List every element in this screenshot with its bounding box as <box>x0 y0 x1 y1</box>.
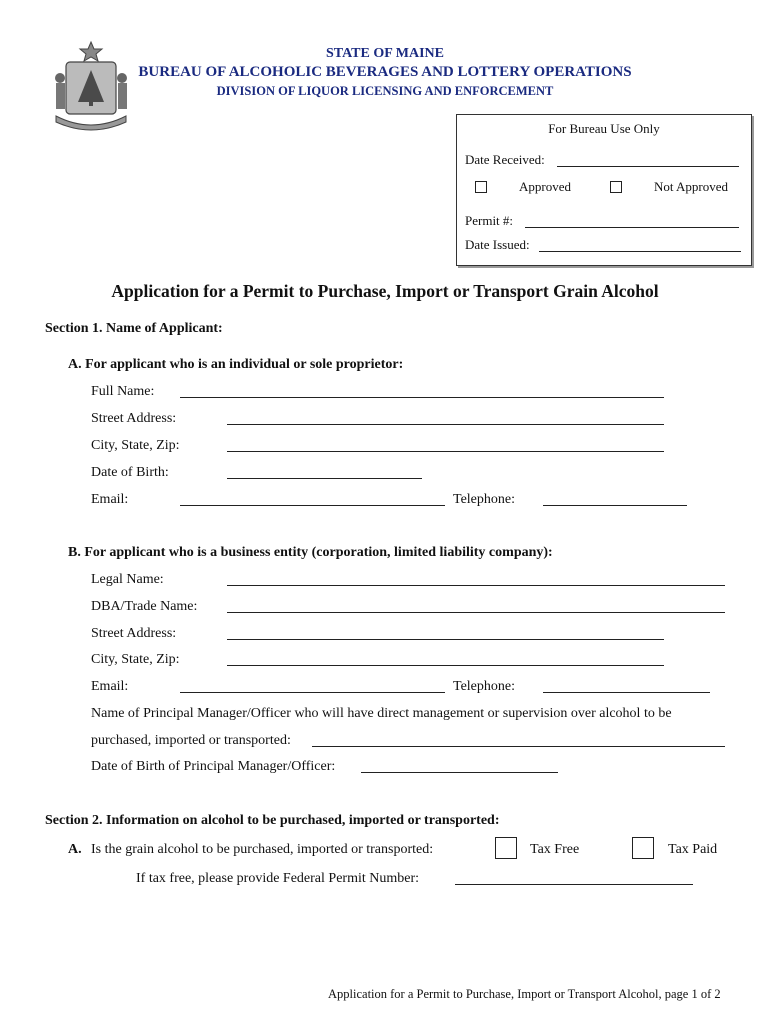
header-state: STATE OF MAINE <box>326 46 444 61</box>
legal-name-field[interactable] <box>227 585 725 586</box>
manager-dob-field[interactable] <box>361 772 558 773</box>
approved-label: Approved <box>519 179 571 194</box>
not-approved-label: Not Approved <box>654 179 729 194</box>
section1-heading: Section 1. Name of Applicant: <box>45 321 223 336</box>
date-of-birth-label: Date of Birth: <box>91 465 169 480</box>
header-division: DIVISION OF LIQUOR LICENSING AND ENFORCEMENT <box>216 84 554 98</box>
page-footer: Application for a Permit to Purchase, Import or Transport Alcohol, page 1 of 2 <box>328 987 721 1001</box>
not-approved-checkbox[interactable] <box>610 181 622 193</box>
date-of-birth-field[interactable] <box>227 478 422 479</box>
section2-heading: Section 2. Information on alcohol to be purchased, imported or transported: <box>45 813 500 828</box>
dba-field[interactable] <box>227 612 725 613</box>
manager-name-field[interactable] <box>312 746 725 747</box>
telephone-field[interactable] <box>543 505 687 506</box>
approved-checkbox[interactable] <box>475 181 487 193</box>
permit-number-label: Permit #: <box>465 213 514 228</box>
legal-name-label: Legal Name: <box>91 572 164 587</box>
header-bureau: BUREAU OF ALCOHOLIC BEVERAGES AND LOTTERY OPERATIONS <box>138 64 632 80</box>
email-field[interactable] <box>180 505 445 506</box>
tax-paid-label: Tax Paid <box>668 842 718 857</box>
section2a-question: Is the grain alcohol to be purchased, imported or transported: <box>91 842 434 857</box>
section2a-marker: A. <box>68 842 82 857</box>
business-telephone-field[interactable] <box>543 692 710 693</box>
state-seal-logo <box>52 40 130 132</box>
date-received-line[interactable] <box>557 166 739 167</box>
tax-free-checkbox[interactable] <box>495 837 517 859</box>
date-received-label: Date Received: <box>465 152 545 167</box>
permit-number-line[interactable] <box>525 227 739 228</box>
section1b-heading: B. For applicant who is a business entity (corporation, limited liability company): <box>68 545 553 560</box>
federal-permit-field[interactable] <box>455 884 693 885</box>
business-street-field[interactable] <box>227 639 664 640</box>
form-title: Application for a Permit to Purchase, Import or Transport Grain Alcohol <box>111 281 659 301</box>
dba-label: DBA/Trade Name: <box>91 599 198 614</box>
bureau-box-title: For Bureau Use Only <box>548 121 660 136</box>
full-name-field[interactable] <box>180 397 664 398</box>
full-name-label: Full Name: <box>91 384 155 399</box>
business-telephone-label: Telephone: <box>453 679 515 694</box>
section1a-heading: A. For applicant who is an individual or sole proprietor: <box>68 357 404 372</box>
tax-free-label: Tax Free <box>530 842 580 857</box>
manager-name-label: Name of Principal Manager/Officer who will have direct management or supervision over alcohol to be <box>91 706 672 721</box>
manager-dob-label: Date of Birth of Principal Manager/Officer: <box>91 759 336 774</box>
telephone-label: Telephone: <box>453 492 515 507</box>
manager-name-label-cont: purchased, imported or transported: <box>91 733 291 748</box>
business-email-field[interactable] <box>180 692 445 693</box>
city-state-zip-label: City, State, Zip: <box>91 438 180 453</box>
city-state-zip-field[interactable] <box>227 451 664 452</box>
date-issued-line[interactable] <box>539 251 741 252</box>
street-address-field[interactable] <box>227 424 664 425</box>
business-street-label: Street Address: <box>91 626 177 641</box>
email-label: Email: <box>91 492 129 507</box>
tax-paid-checkbox[interactable] <box>632 837 654 859</box>
business-city-field[interactable] <box>227 665 664 666</box>
date-issued-label: Date Issued: <box>465 237 530 252</box>
street-address-label: Street Address: <box>91 411 177 426</box>
business-city-label: City, State, Zip: <box>91 652 180 667</box>
bureau-use-box <box>456 114 752 266</box>
federal-permit-label: If tax free, please provide Federal Permit Number: <box>136 871 420 886</box>
business-email-label: Email: <box>91 679 129 694</box>
